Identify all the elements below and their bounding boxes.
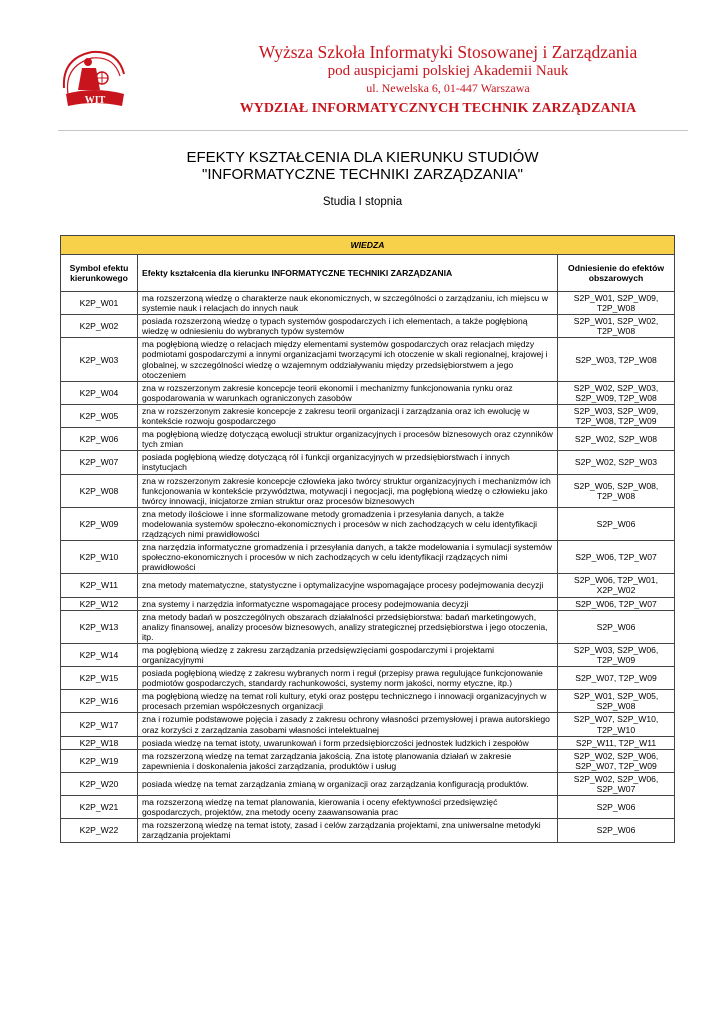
row-symbol: K2P_W16 [61, 690, 138, 713]
row-effect: ma rozszerzoną wiedzę na temat zarządzania jakością. Zna istotę planowania działań w zakresie zapewnienia i doskonalenia jakości zarządzania, produktów i usług [138, 749, 558, 772]
title-line-2: "INFORMATYCZNE TECHNIKI ZARZĄDZANIA" [202, 166, 523, 183]
table-row [61, 428, 675, 451]
row-reference: S2P_W03, T2P_W08 [558, 338, 675, 381]
table-row [61, 315, 675, 338]
row-reference: S2P_W06, T2P_W07 [558, 541, 675, 574]
row-reference: S2P_W03, S2P_W09, T2P_W08, T2P_W09 [558, 404, 675, 427]
header-divider [58, 130, 688, 131]
row-effect: zna metody badań w poszczególnych obszarach działalności przedsiębiorstwa: badań marketingowych, analizy finansowej, analizy procesów biznesowych, analizy strategicznej przedsiębiorstwa i jego otoczenia, itp. [138, 610, 558, 643]
table-row [61, 451, 675, 474]
row-effect: ma pogłębioną wiedzę na temat roli kultury, etyki oraz postępu technicznego i innowacji organizacyjnych w procesach przemian współczesnych organizacji [138, 690, 558, 713]
row-reference: S2P_W01, S2P_W05, S2P_W08 [558, 690, 675, 713]
row-reference: S2P_W01, S2P_W09, T2P_W08 [558, 292, 675, 315]
row-symbol: K2P_W07 [61, 451, 138, 474]
section-label: WIEDZA [61, 236, 675, 255]
row-effect: posiada pogłębioną wiedzę z zakresu wybranych norm i reguł (przepisy prawa regulujące funkcjonowanie podmiotów gospodarczych, standardy rachunkowości, systemy norm jakości, normy etyczne, itp.) [138, 667, 558, 690]
table-body [61, 292, 675, 843]
row-effect: zna w rozszerzonym zakresie koncepcje teorii ekonomii i mechanizmy funkcjonowania rynku oraz gospodarowania w warunkach ograniczonych zasobów [138, 381, 558, 404]
header-effect: Efekty kształcenia dla kierunku INFORMATYCZNE TECHNIKI ZARZĄDZANIA [138, 255, 558, 292]
row-symbol: K2P_W13 [61, 610, 138, 643]
row-symbol: K2P_W03 [61, 338, 138, 381]
row-symbol: K2P_W14 [61, 643, 138, 666]
row-effect: ma pogłębioną wiedzę z zakresu zarządzania przedsięwzięciami gospodarczymi i projektami organizacyjnymi [138, 643, 558, 666]
row-effect: zna systemy i narzędzia informatyczne wspomagające procesy podejmowania decyzji [138, 597, 558, 610]
university-logo [58, 44, 130, 114]
row-symbol: K2P_W12 [61, 597, 138, 610]
row-effect: zna w rozszerzonym zakresie koncepcje z zakresu teorii organizacji i zarządzania oraz ich ewolucję w kontekście rozwoju gospodarczego [138, 404, 558, 427]
row-effect: posiada pogłębioną wiedzę dotyczącą ról i funkcji organizacyjnych w przedsiębiorstwach i innych instytucjach [138, 451, 558, 474]
row-reference: S2P_W02, S2P_W06, S2P_W07, T2P_W09 [558, 749, 675, 772]
row-symbol: K2P_W01 [61, 292, 138, 315]
row-symbol: K2P_W15 [61, 667, 138, 690]
table-row [61, 597, 675, 610]
row-reference: S2P_W02, S2P_W08 [558, 428, 675, 451]
row-effect: zna metody matematyczne, statystyczne i optymalizacyjne wspomagające procesy podejmowania decyzji [138, 574, 558, 597]
table-row [61, 574, 675, 597]
row-reference: S2P_W02, S2P_W03 [558, 451, 675, 474]
section-header-row [61, 236, 675, 255]
table-row [61, 736, 675, 749]
row-reference: S2P_W02, S2P_W03, S2P_W09, T2P_W08 [558, 381, 675, 404]
row-effect: ma rozszerzoną wiedzę na temat planowania, kierowania i oceny efektywności przedsięwzięć gospodarczych, projektów, zna metody oceny zaawansowania prac [138, 796, 558, 819]
row-reference: S2P_W03, S2P_W06, T2P_W09 [558, 643, 675, 666]
logo-text: WIT [84, 95, 106, 106]
row-effect: ma rozszerzoną wiedzę o charakterze nauk ekonomicznych, w szczególności o zarządzaniu, ich miejscu w systemie nauk i relacjach do innych nauk [138, 292, 558, 315]
row-effect: posiada rozszerzoną wiedzę o typach systemów gospodarczych i ich elementach, a także pogłębioną wiedzę w odniesieniu do wybranych typów systemów [138, 315, 558, 338]
row-effect: zna w rozszerzonym zakresie koncepcje człowieka jako twórcy struktur organizacyjnych i mechanizmów ich funkcjonowania w kontekście przywództwa, motywacji i negocjacji, ma pogłębioną wiedzę o człowieku jako twórcy innowacji, inicjatorze zmian struktur oraz procesów biznesowych [138, 474, 558, 507]
table-row [61, 404, 675, 427]
row-symbol: K2P_W05 [61, 404, 138, 427]
header-reference: Odniesienie do efektów obszarowych [558, 255, 675, 292]
row-symbol: K2P_W09 [61, 507, 138, 540]
table-row [61, 772, 675, 795]
faculty-name: WYDZIAŁ INFORMATYCZNYCH TECHNIK ZARZĄDZANIA [239, 101, 637, 116]
table-row [61, 474, 675, 507]
row-symbol: K2P_W02 [61, 315, 138, 338]
row-effect: posiada wiedzę na temat istoty, uwarunkowań i form przedsiębiorczości jednostek ludzkich i zespołów [138, 736, 558, 749]
row-effect: ma rozszerzoną wiedzę na temat istoty, zasad i celów zarządzania projektami, zna uniwersalne metodyki zarządzania projektami [138, 819, 558, 842]
table-row [61, 610, 675, 643]
row-symbol: K2P_W17 [61, 713, 138, 736]
column-header-row [61, 255, 675, 292]
row-reference: S2P_W06 [558, 819, 675, 842]
table-row [61, 667, 675, 690]
row-effect: ma pogłębioną wiedzę o relacjach między elementami systemów gospodarczych oraz relacjach między podmiotami gospodarczymi a innymi organizacjami tworzącymi ich otoczenie w skali regionalnej, krajowej i globalnej, w szczególności wiedzę o wzajemnym oddziaływaniu między przedsiębiorstwem a jego otoczeniem [138, 338, 558, 381]
row-symbol: K2P_W21 [61, 796, 138, 819]
row-reference: S2P_W05, S2P_W08, T2P_W08 [558, 474, 675, 507]
learning-outcomes-table [60, 235, 675, 843]
table-row [61, 541, 675, 574]
table-row [61, 690, 675, 713]
row-symbol: K2P_W20 [61, 772, 138, 795]
row-reference: S2P_W01, S2P_W02, T2P_W08 [558, 315, 675, 338]
letterhead [58, 40, 688, 120]
row-reference: S2P_W07, S2P_W10, T2P_W10 [558, 713, 675, 736]
row-reference: S2P_W06, T2P_W01, X2P_W02 [558, 574, 675, 597]
row-symbol: K2P_W11 [61, 574, 138, 597]
patronage-line: pod auspicjami polskiej Akademii Nauk [327, 63, 569, 79]
row-reference: S2P_W06 [558, 610, 675, 643]
document-subtitle: Studia I stopnia [322, 196, 403, 208]
row-effect: posiada wiedzę na temat zarządzania zmianą w organizacji oraz zarządzania konfiguracją produktów. [138, 772, 558, 795]
table-row [61, 713, 675, 736]
row-effect: zna metody ilościowe i inne sformalizowane metody gromadzenia i przesyłania danych, a także modelowania systemów społeczno-ekonomicznych i procesów w nich zachodzących w celu identyfikacji rządzących nimi prawidłowości [138, 507, 558, 540]
row-symbol: K2P_W22 [61, 819, 138, 842]
table-row [61, 507, 675, 540]
table-row [61, 381, 675, 404]
header-symbol: Symbol efektu kierunkowego [61, 255, 138, 292]
row-symbol: K2P_W10 [61, 541, 138, 574]
row-symbol: K2P_W04 [61, 381, 138, 404]
title-line-1: EFEKTY KSZTAŁCENIA DLA KIERUNKU STUDIÓW [186, 149, 539, 166]
row-symbol: K2P_W18 [61, 736, 138, 749]
row-reference: S2P_W06 [558, 507, 675, 540]
table-row [61, 796, 675, 819]
row-reference: S2P_W11, T2P_W11 [558, 736, 675, 749]
row-symbol: K2P_W08 [61, 474, 138, 507]
row-effect: zna i rozumie podstawowe pojęcia i zasady z zakresu ochrony własności przemysłowej i prawa autorskiego oraz korzyści z zarządzania zasobami własności intelektualnej [138, 713, 558, 736]
row-reference: S2P_W02, S2P_W06, S2P_W07 [558, 772, 675, 795]
row-reference: S2P_W06, T2P_W07 [558, 597, 675, 610]
address-line: ul. Newelska 6, 01-447 Warszawa [366, 81, 530, 95]
university-name: Wyższa Szkoła Informatyki Stosowanej i Zarządzania [258, 42, 638, 62]
row-effect: zna narzędzia informatyczne gromadzenia i przesyłania danych, a także modelowania i symulacji systemów społeczno-ekonomicznych i procesów w nich zachodzących w celu identyfikacji rządzących nimi prawidłowości [138, 541, 558, 574]
table-row [61, 338, 675, 381]
document-title [60, 149, 665, 183]
table-row [61, 749, 675, 772]
row-symbol: K2P_W06 [61, 428, 138, 451]
row-effect: ma pogłębioną wiedzę dotyczącą ewolucji struktur organizacyjnych i procesów biznesowych oraz czynników tych zmian [138, 428, 558, 451]
table-row [61, 292, 675, 315]
row-reference: S2P_W07, T2P_W09 [558, 667, 675, 690]
row-reference: S2P_W06 [558, 796, 675, 819]
table-row [61, 819, 675, 842]
table-row [61, 643, 675, 666]
row-symbol: K2P_W19 [61, 749, 138, 772]
